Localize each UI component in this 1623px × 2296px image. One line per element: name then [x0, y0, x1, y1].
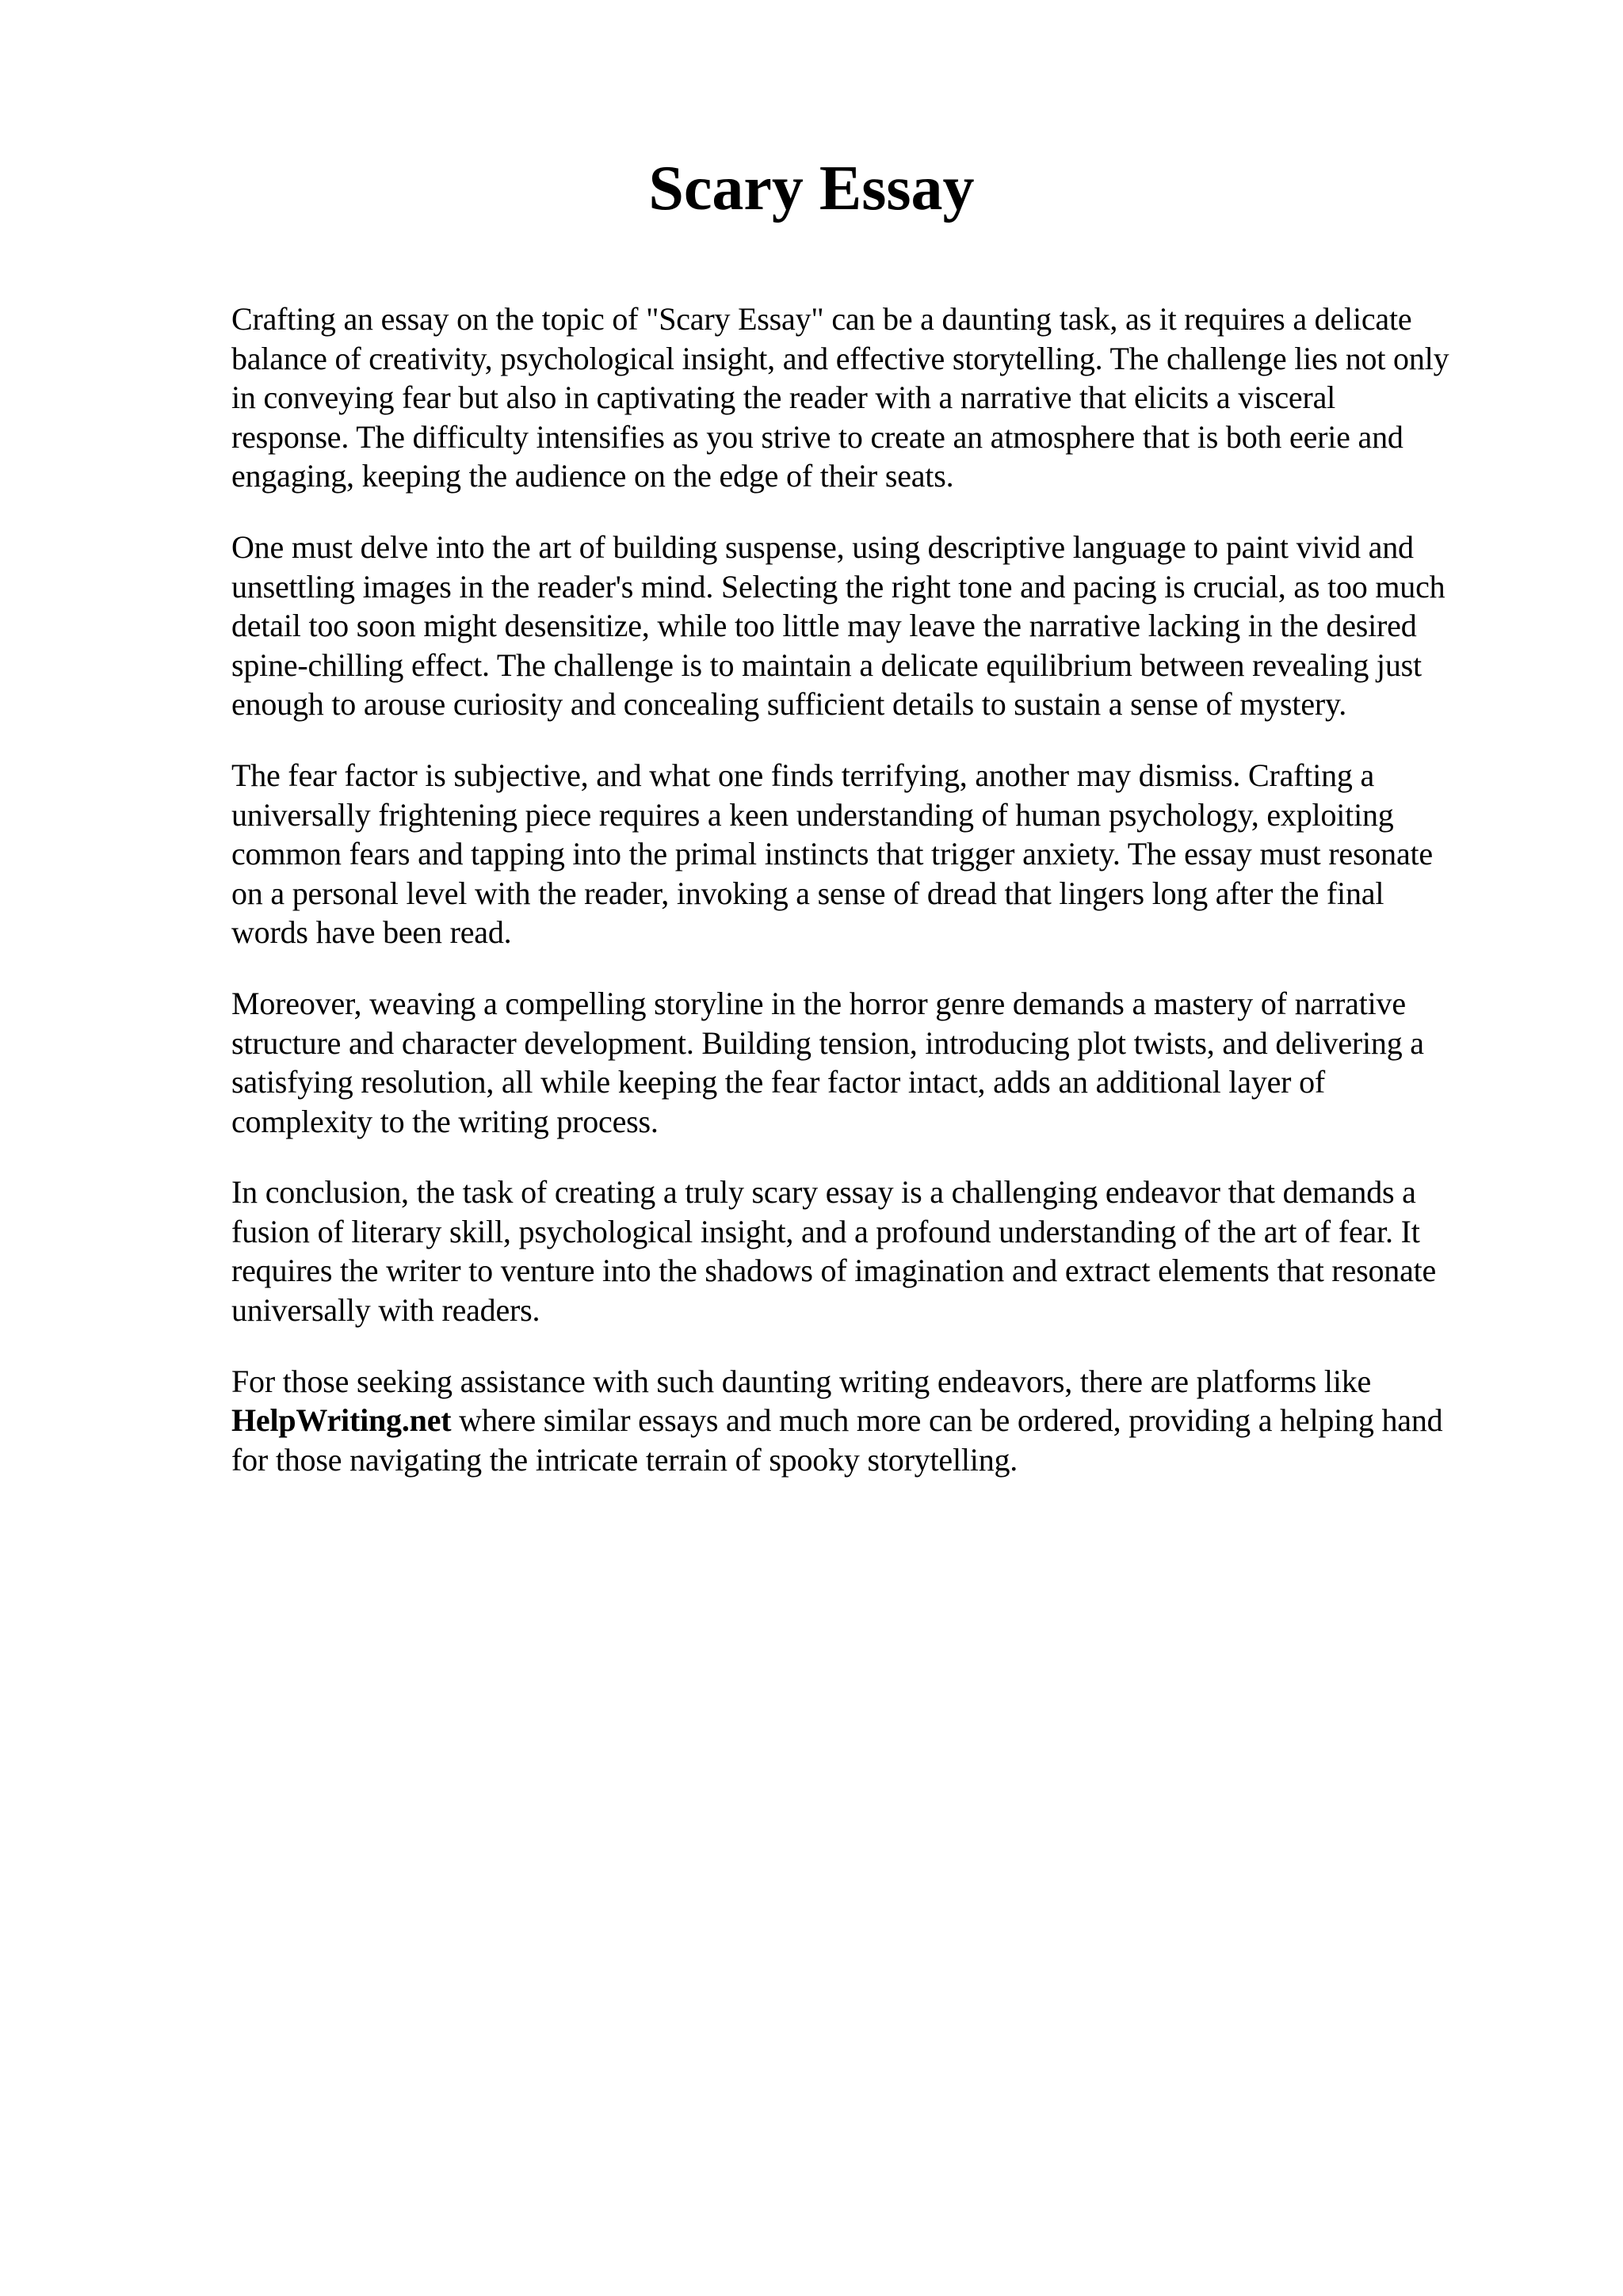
paragraph-line: Crafting an essay on the topic of "Scary Essay" can be a daunting task, as it requires a delicate [231, 301, 1412, 337]
paragraph-line: Moreover, weaving a compelling storyline in the horror genre demands a mastery of narrative [231, 985, 1406, 1021]
paragraph-line: unsettling images in the reader's mind. Selecting the right tone and pacing is crucial, as too much [231, 568, 1445, 605]
paragraph-line: The fear factor is subjective, and what one finds terrifying, another may dismiss. Crafting a [231, 757, 1375, 793]
paragraph-line: words have been read. [231, 914, 512, 951]
paragraph-closing [231, 1362, 1531, 1480]
paragraph-line: universally frightening piece requires a keen understanding of human psychology, exploiting [231, 796, 1394, 833]
paragraph-line: detail too soon might desensitize, while too little may leave the narrative lacking in the desired [231, 608, 1417, 644]
paragraph-line: on a personal level with the reader, invoking a sense of dread that lingers long after the final [231, 875, 1384, 911]
paragraph-4 [231, 984, 1531, 1141]
paragraph-line: For those seeking assistance with such daunting writing endeavors, there are platforms like [231, 1363, 1372, 1399]
paragraph-5 [231, 1173, 1531, 1329]
paragraph-line: balance of creativity, psychological insight, and effective storytelling. The challenge lies not only [231, 340, 1449, 376]
paragraph-line: engaging, keeping the audience on the edge of their seats. [231, 458, 954, 494]
paragraph-line: enough to arouse curiosity and concealing sufficient details to sustain a sense of mystery. [231, 686, 1346, 723]
paragraph-line: spine-chilling effect. The challenge is to maintain a delicate equilibrium between revealing just [231, 646, 1422, 683]
page-title: Scary Essay [648, 154, 975, 223]
paragraph-line: in conveying fear but also in captivating the reader with a narrative that elicits a visceral [231, 379, 1336, 416]
paragraph-2 [231, 528, 1531, 724]
paragraph-line: common fears and tapping into the primal instincts that trigger anxiety. The essay must resonate [231, 836, 1433, 872]
paragraph-line: fusion of literary skill, psychological insight, and a profound understanding of the art of fear. It [231, 1213, 1420, 1249]
essay-body [231, 299, 1531, 1511]
paragraph-line: In conclusion, the task of creating a truly scary essay is a challenging endeavor that demands a [231, 1174, 1416, 1211]
paragraph-3 [231, 756, 1531, 952]
paragraph-line: universally with readers. [231, 1292, 540, 1329]
paragraph-line: response. The difficulty intensifies as you strive to create an atmosphere that is both eerie and [231, 418, 1403, 455]
paragraph-line: structure and character development. Building tension, introducing plot twists, and delivering a [231, 1024, 1424, 1061]
paragraph-line: requires the writer to venture into the shadows of imagination and extract elements that resonate [231, 1253, 1437, 1289]
paragraph-line: where similar essays and much more can be ordered, providing a helping hand [451, 1402, 1443, 1439]
paragraph-1 [231, 299, 1531, 496]
paragraph-line: One must delve into the art of building suspense, using descriptive language to paint vivid and [231, 528, 1414, 565]
paragraph-line: for those navigating the intricate terrain of spooky storytelling. [231, 1441, 1018, 1478]
paragraph-line: complexity to the writing process. [231, 1103, 659, 1139]
paragraph-line: satisfying resolution, all while keeping the fear factor intact, adds an additional layer of [231, 1064, 1326, 1100]
helpwriting-link[interactable]: HelpWriting.net [231, 1402, 452, 1439]
